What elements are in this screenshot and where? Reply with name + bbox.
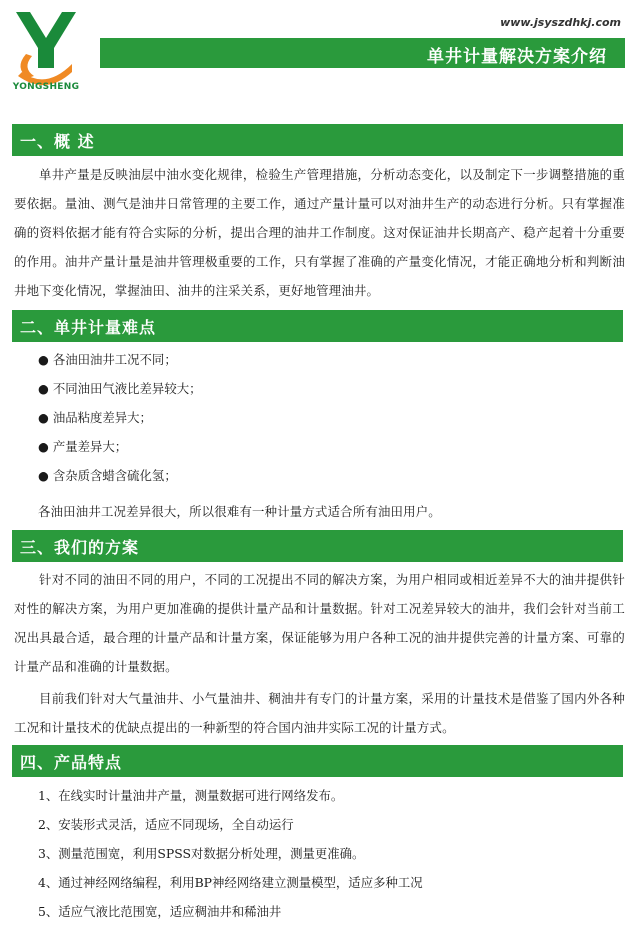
page-title: 单井计量解决方案介绍 xyxy=(427,47,607,67)
title-banner xyxy=(100,38,625,68)
difficulties-list xyxy=(38,345,202,490)
list-item: ● 不同油田气液比差异较大； xyxy=(38,374,202,403)
bullet-icon: ● xyxy=(38,381,49,396)
difficulties-summary: 各油田油井工况差异很大，所以很难有一种计量方式适合所有油田用户。 xyxy=(38,504,441,519)
overview-paragraph: 单井产量是反映油层中油水变化规律，检验生产管理措施，分析动态变化，以及制定下一步调整措施的重要依据。量油、测气是油井日常管理的主要工作，通过产量计量可以对油井生产的动态进行分析。只有掌握准确的资料依据才能有符合实际的分析，提出合理的油井工作制度。这对保证油井长期高产、稳产起着十分重要的作用。油井产量计量是油井管理极重要的工作，只有掌握了准确的产量变化情况，才能正确地分析和判断油井地下变化情况，掌握油田、油井的注采关系，更好地管理油井。 xyxy=(14,167,625,298)
list-item: 4、通过神经网络编程，利用BP神经网络建立测量模型，适应多种工况 xyxy=(38,875,423,890)
bullet-icon: ● xyxy=(38,468,49,483)
section-heading-features xyxy=(12,745,623,777)
yongsheng-logo-icon xyxy=(12,6,80,88)
section-title: 三、我们的方案 xyxy=(20,538,140,557)
list-item: 1、在线实时计量油井产量，测量数据可进行网络发布。 xyxy=(38,788,344,803)
section-title: 二、单井计量难点 xyxy=(20,318,157,337)
list-item: ● 油品粘度差异大； xyxy=(38,403,202,432)
list-item: 3、测量范围宽，利用SPSS对数据分析处理，测量更准确。 xyxy=(38,846,365,861)
section-heading-overview xyxy=(12,124,623,156)
section-title: 一、概 述 xyxy=(20,132,95,151)
bullet-icon: ● xyxy=(38,439,49,454)
section-title: 四、产品特点 xyxy=(20,753,123,772)
section-heading-difficulties xyxy=(12,310,623,342)
list-item: ● 含杂质含蜡含硫化氢； xyxy=(38,461,202,490)
bullet-icon: ● xyxy=(38,410,49,425)
list-item: 5、适应气液比范围宽，适应稠油井和稀油井 xyxy=(38,904,282,919)
list-item: ● 产量差异大； xyxy=(38,432,202,461)
bullet-icon: ● xyxy=(38,352,49,367)
solution-paragraph: 针对不同的油田不同的用户，不同的工况提出不同的解决方案，为用户相同或相近差异不大的油井提供针对性的解决方案，为用户更加准确的提供计量产品和计量数据。针对工况差异较大的油井，我们会针对当前工况出具最合适，最合理的计量产品和计量方案，保证能够为用户各种工况的油井提供完善的计量方案、可靠的计量产品和准确的计量数据。 xyxy=(14,572,625,674)
solution-paragraph: 目前我们针对大气量油井、小气量油井、稠油井有专门的计量方案，采用的计量技术是借鉴了国内外各种工况和计量技术的优缺点提出的一种新型的符合国内油井实际工况的计量方式。 xyxy=(14,691,625,735)
section-heading-solution xyxy=(12,530,623,562)
website-url[interactable]: www.jsyszdhkj.com xyxy=(500,16,621,29)
brand-name: YONGSHENG xyxy=(12,82,80,92)
features-list xyxy=(38,781,423,926)
list-item: 2、安装形式灵活，适应不同现场，全自动运行 xyxy=(38,817,294,832)
list-item: ● 各油田油井工况不同； xyxy=(38,345,202,374)
page-header xyxy=(0,0,635,100)
